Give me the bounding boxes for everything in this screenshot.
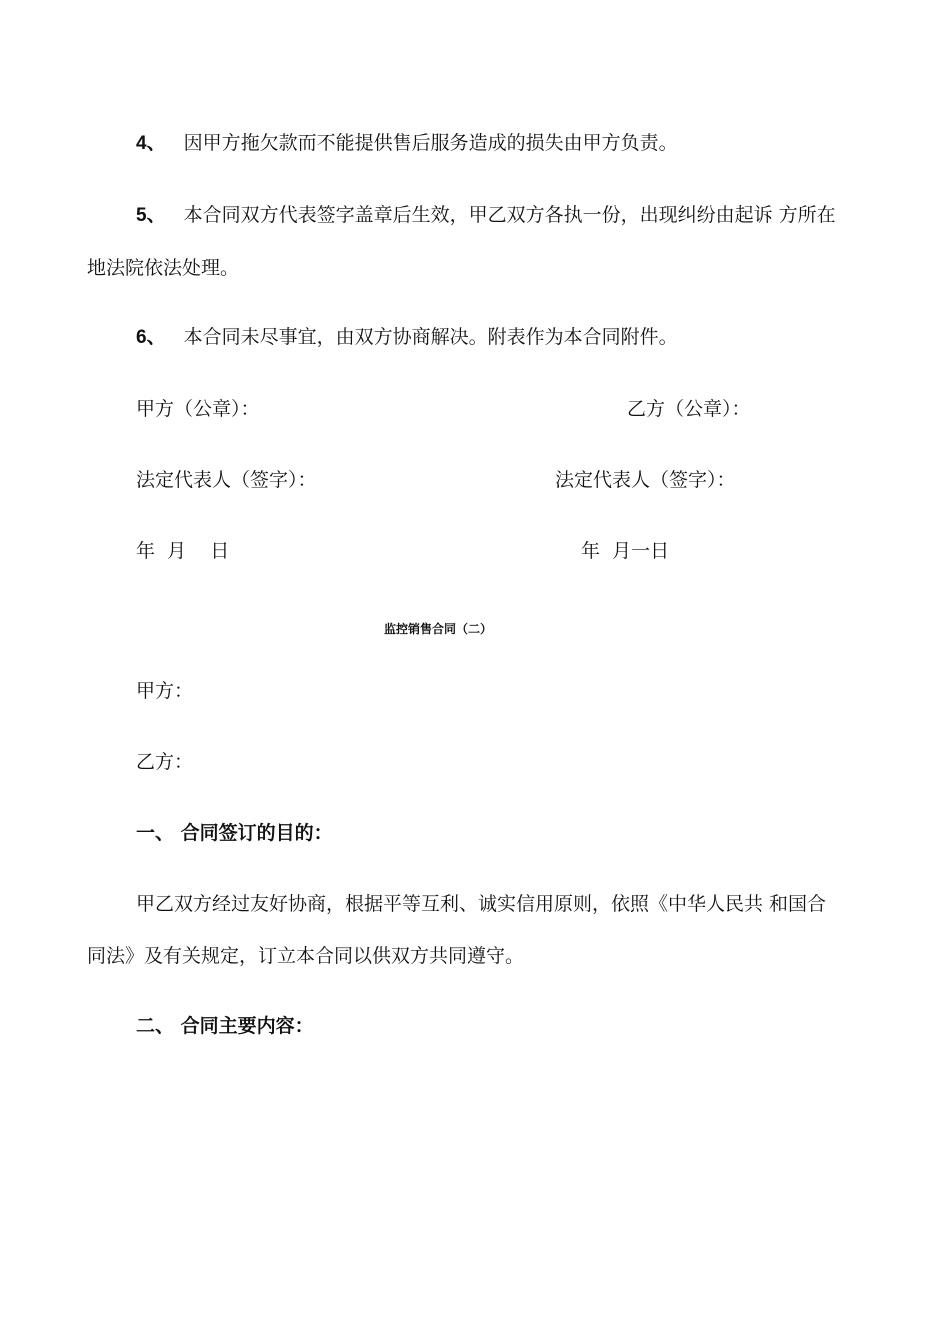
clause-number: 5、 (136, 205, 166, 226)
party-a-date: 年 月 日 (136, 540, 230, 562)
contract-title: 监控销售合同（二） (384, 622, 493, 636)
clause-4 (136, 131, 678, 156)
clause-number: 6、 (136, 327, 166, 348)
party-b-date: 年 月一日 (581, 540, 670, 562)
clause-text: 本合同双方代表签字盖章后生效，甲乙双方各执一份，出现纠纷由起诉 方所在 (183, 204, 836, 226)
section-1-paragraph-line-1: 甲乙双方经过友好协商，根据平等互利、诚实信用原则，依照《中华人民共 和国合 (136, 893, 827, 915)
section-1-heading: 一、 合同签订的目的： (136, 822, 333, 844)
clause-number: 4、 (136, 133, 166, 154)
clause-text: 因甲方拖欠款而不能提供售后服务造成的损失由甲方负责。 (183, 132, 678, 154)
clause-5-continuation: 地法院依法处理。 (87, 257, 240, 279)
clause-6 (136, 325, 678, 350)
section-2-heading: 二、 合同主要内容： (136, 1015, 314, 1037)
party-b-seal-label: 乙方（公章）： (627, 398, 751, 420)
clause-5 (136, 203, 836, 228)
party-b-label: 乙方： (136, 751, 194, 773)
party-b-rep-label: 法定代表人（签字）： (555, 469, 736, 491)
clause-text: 本合同未尽事宜，由双方协商解决。附表作为本合同附件。 (183, 326, 678, 348)
section-1-paragraph-line-2: 同法》及有关规定，订立本合同以供双方共同遵守。 (87, 945, 525, 967)
party-a-rep-label: 法定代表人（签字）： (136, 469, 317, 491)
party-a-seal-label: 甲方（公章）： (136, 398, 260, 420)
party-a-label: 甲方： (136, 680, 194, 702)
